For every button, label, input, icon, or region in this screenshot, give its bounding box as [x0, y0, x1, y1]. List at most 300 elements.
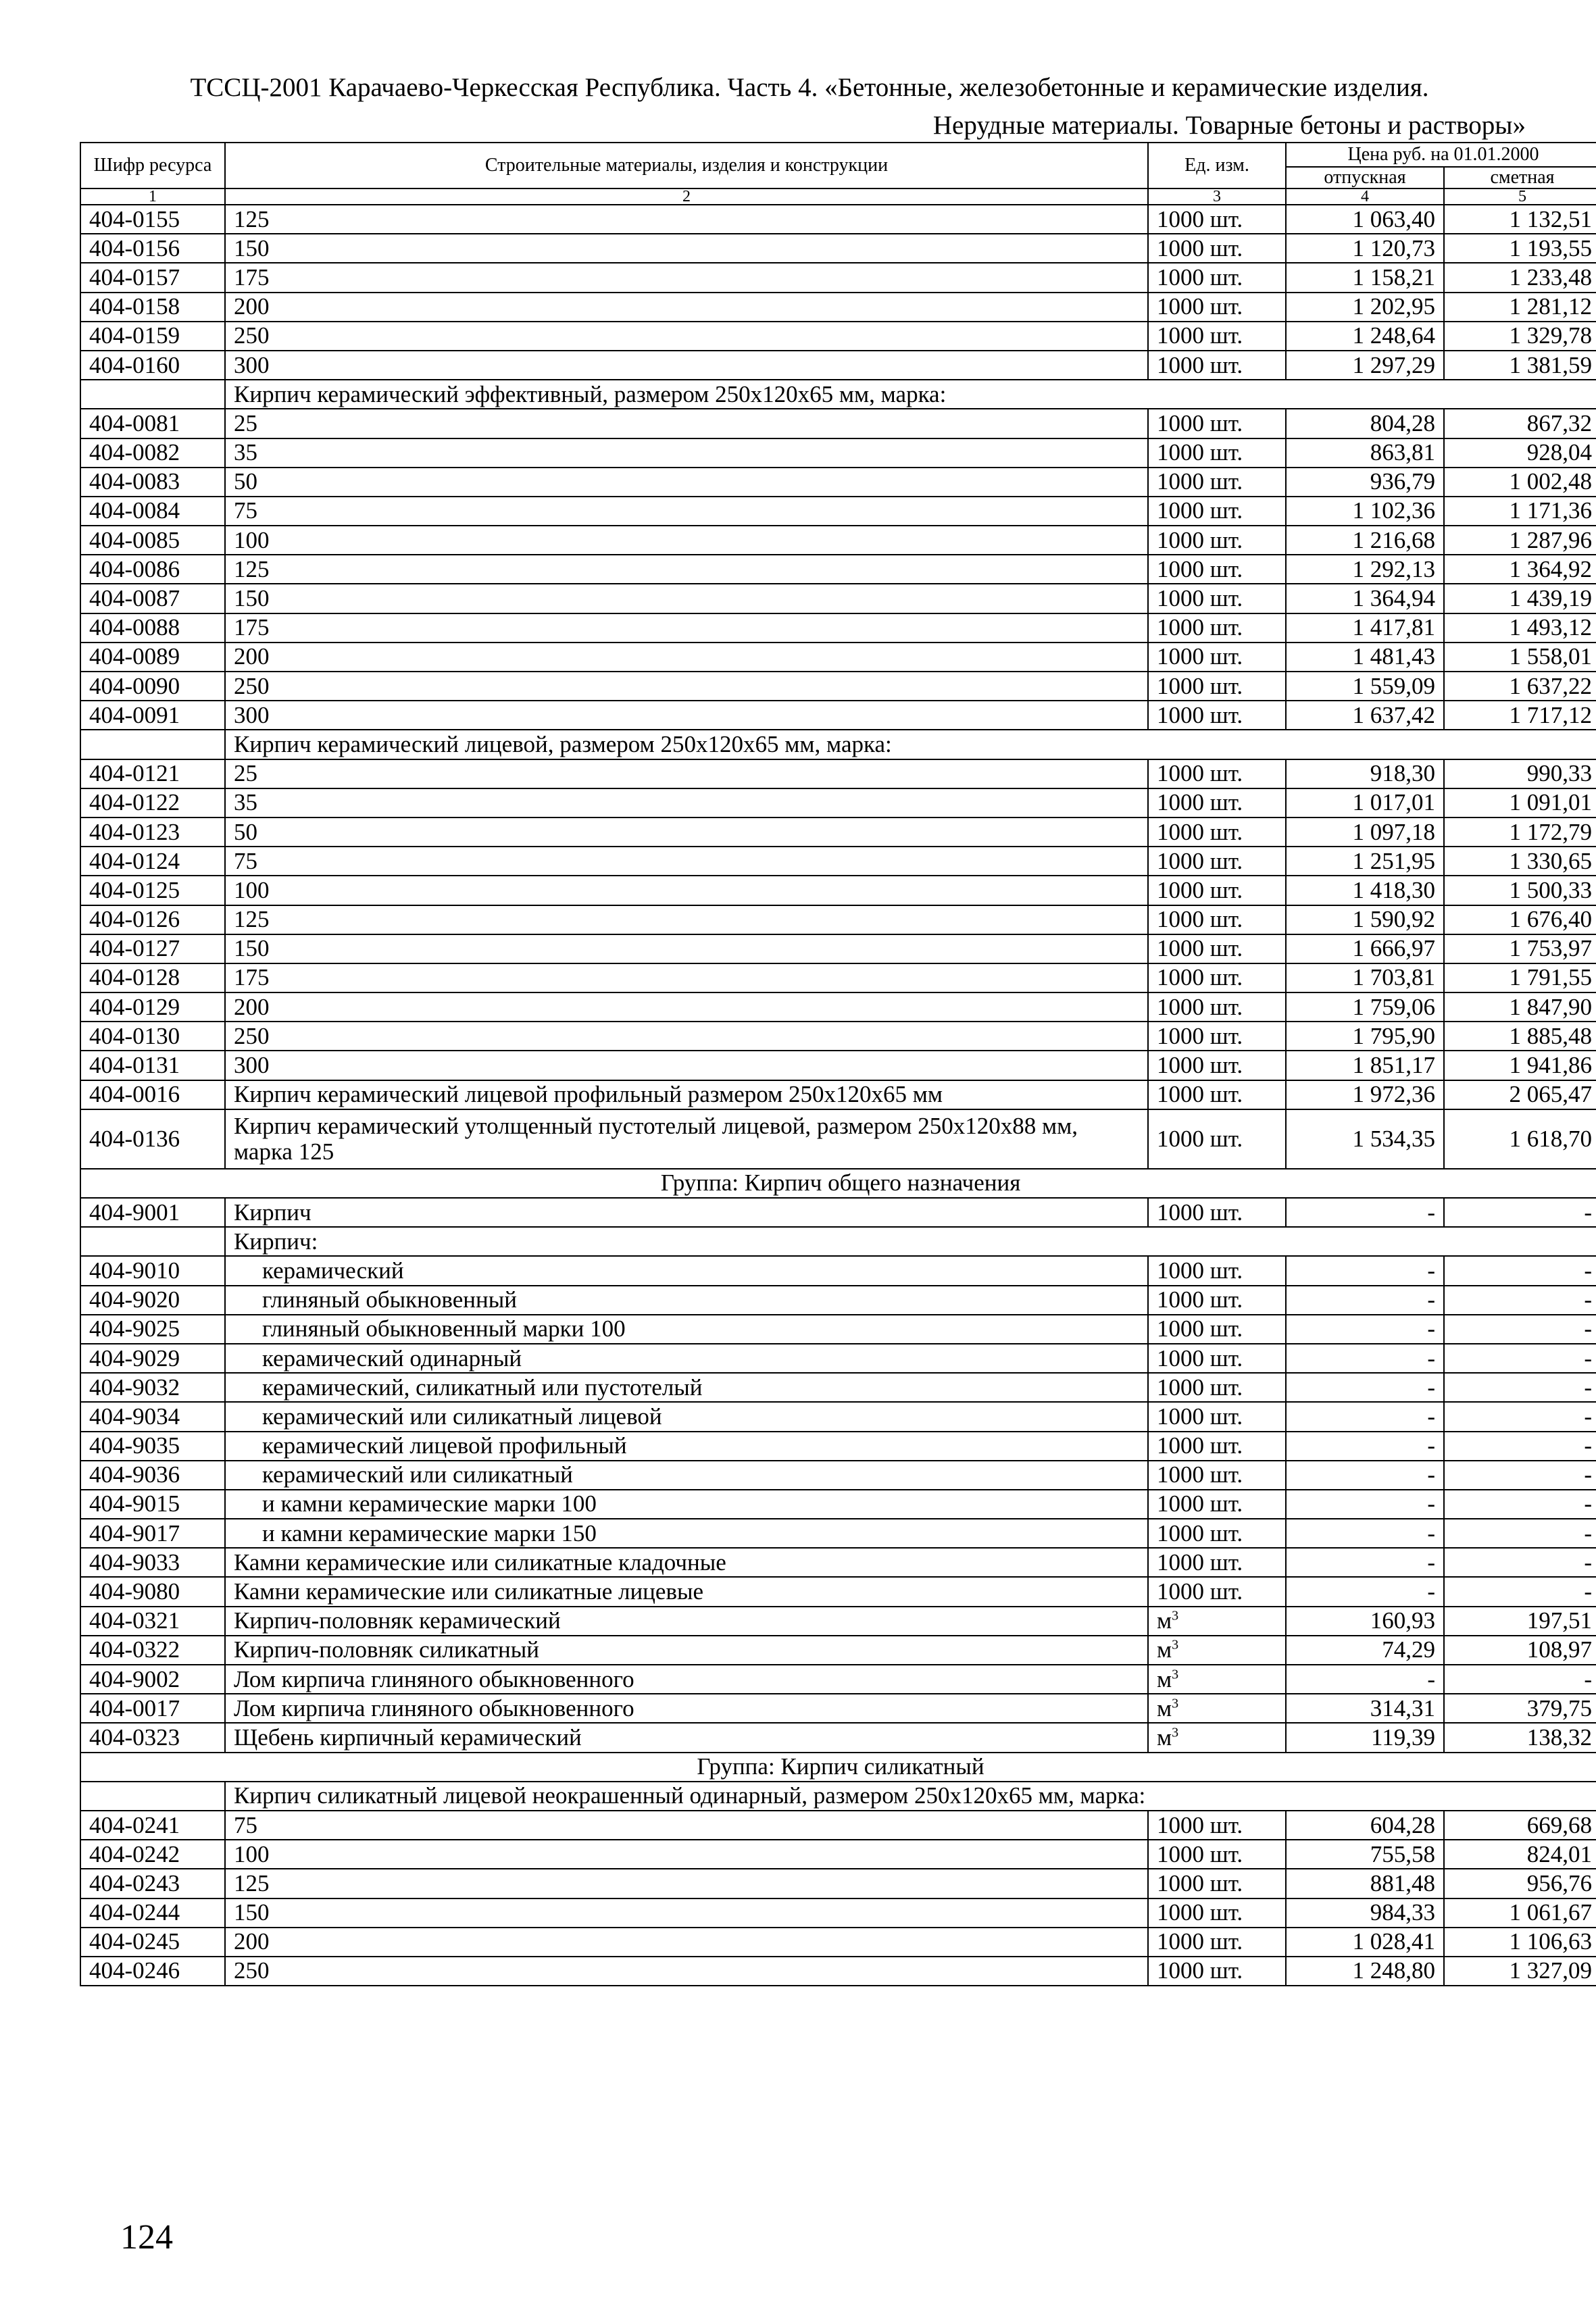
unit-of-measure: 1000 шт. [1148, 1811, 1286, 1840]
section-heading: Кирпич керамический эффективный, размером 250х120х65 мм, марка: [225, 380, 1596, 409]
material-name: глиняный обыкновенный марки 100 [225, 1315, 1148, 1344]
resource-code: 404-9080 [80, 1577, 225, 1606]
resource-code: 404-0322 [80, 1636, 225, 1665]
material-name: 200 [225, 643, 1148, 672]
material-name: Щебень кирпичный керамический [225, 1723, 1148, 1752]
release-price: 1 481,43 [1286, 643, 1444, 672]
estimate-price: 1 439,19 [1444, 584, 1596, 613]
estimate-price: 197,51 [1444, 1607, 1596, 1636]
resource-code: 404-9034 [80, 1402, 225, 1431]
unit-of-measure: 1000 шт. [1148, 1080, 1286, 1109]
unit-of-measure: 1000 шт. [1148, 643, 1286, 672]
col-header-code: Шифр ресурса [80, 143, 225, 188]
release-price: 1 759,06 [1286, 992, 1444, 1022]
release-price: - [1286, 1577, 1444, 1606]
resource-code: 404-0323 [80, 1723, 225, 1752]
unit-of-measure: 1000 шт. [1148, 234, 1286, 263]
table-row [80, 1577, 1596, 1606]
table-row [80, 613, 1596, 643]
resource-code: 404-0159 [80, 322, 225, 351]
resource-code: 404-9010 [80, 1256, 225, 1285]
release-price: 1 851,17 [1286, 1051, 1444, 1080]
unit-of-measure: 1000 шт. [1148, 1869, 1286, 1898]
col-header-price-group: Цена руб. на 01.01.2000 [1286, 143, 1596, 167]
release-price: - [1286, 1256, 1444, 1285]
release-price: 1 216,68 [1286, 526, 1444, 555]
resource-code: 404-0243 [80, 1869, 225, 1898]
table-row [80, 555, 1596, 584]
estimate-price: 1 193,55 [1444, 234, 1596, 263]
section-heading-row [80, 380, 1596, 409]
unit-of-measure: 1000 шт. [1148, 351, 1286, 380]
resource-code: 404-0085 [80, 526, 225, 555]
table-row [80, 1315, 1596, 1344]
estimate-price: 1 172,79 [1444, 818, 1596, 847]
material-name: 75 [225, 497, 1148, 526]
estimate-price: - [1444, 1286, 1596, 1315]
group-heading: Группа: Кирпич общего назначения [80, 1169, 1596, 1198]
resource-code: 404-9033 [80, 1548, 225, 1577]
unit-of-measure: 1000 шт. [1148, 905, 1286, 934]
estimate-price: 1 676,40 [1444, 905, 1596, 934]
table-row [80, 409, 1596, 438]
unit-of-measure: 1000 шт. [1148, 1051, 1286, 1080]
material-name: керамический [225, 1256, 1148, 1285]
material-name: 35 [225, 788, 1148, 818]
estimate-price: 108,97 [1444, 1636, 1596, 1665]
estimate-price: - [1444, 1461, 1596, 1490]
estimate-price: 1 327,09 [1444, 1957, 1596, 1986]
material-name: 100 [225, 526, 1148, 555]
unit-of-measure: 1000 шт. [1148, 1577, 1286, 1606]
release-price: 1 102,36 [1286, 497, 1444, 526]
estimate-price: - [1444, 1373, 1596, 1402]
resource-code: 404-0091 [80, 701, 225, 730]
unit-of-measure: 1000 шт. [1148, 322, 1286, 351]
unit-of-measure: 1000 шт. [1148, 1928, 1286, 1957]
table-row [80, 1432, 1596, 1461]
release-price: 918,30 [1286, 759, 1444, 788]
unit-of-measure [1148, 1607, 1286, 1636]
unit-base: м [1157, 1665, 1172, 1692]
table-row [80, 759, 1596, 788]
material-name: 250 [225, 1957, 1148, 1986]
material-name: 175 [225, 963, 1148, 992]
table-row [80, 1373, 1596, 1402]
estimate-price: 1 753,97 [1444, 934, 1596, 963]
release-price: 1 590,92 [1286, 905, 1444, 934]
release-price: - [1286, 1461, 1444, 1490]
resource-code: 404-0126 [80, 905, 225, 934]
unit-of-measure: 1000 шт. [1148, 1022, 1286, 1051]
estimate-price: 1 132,51 [1444, 205, 1596, 234]
page-number: 124 [120, 2218, 173, 2257]
release-price: 863,81 [1286, 438, 1444, 468]
material-name: 50 [225, 818, 1148, 847]
material-name: 175 [225, 263, 1148, 292]
material-name: 175 [225, 613, 1148, 643]
table-row [80, 876, 1596, 905]
material-name: 35 [225, 438, 1148, 468]
resource-code: 404-0157 [80, 263, 225, 292]
release-price: 1 703,81 [1286, 963, 1444, 992]
resource-code: 404-0244 [80, 1898, 225, 1928]
unit-of-measure: 1000 шт. [1148, 409, 1286, 438]
table-row [80, 1607, 1596, 1636]
release-price: 984,33 [1286, 1898, 1444, 1928]
estimate-price: 2 065,47 [1444, 1080, 1596, 1109]
material-name: 50 [225, 468, 1148, 497]
resource-code: 404-0131 [80, 1051, 225, 1080]
table-row [80, 1840, 1596, 1869]
table-row [80, 1665, 1596, 1694]
material-name: 150 [225, 234, 1148, 263]
release-price: - [1286, 1344, 1444, 1373]
table-row [80, 1256, 1596, 1285]
unit-of-measure: 1000 шт. [1148, 1109, 1286, 1169]
unit-of-measure: 1000 шт. [1148, 1519, 1286, 1548]
unit-of-measure [1148, 1723, 1286, 1752]
section-empty-cell [80, 1782, 225, 1811]
estimate-price: 1 637,22 [1444, 672, 1596, 701]
table-row [80, 584, 1596, 613]
estimate-price: 1 329,78 [1444, 322, 1596, 351]
unit-of-measure: 1000 шт. [1148, 876, 1286, 905]
table-row [80, 1461, 1596, 1490]
resource-code: 404-9032 [80, 1373, 225, 1402]
release-price: 314,31 [1286, 1694, 1444, 1723]
unit-of-measure: 1000 шт. [1148, 1402, 1286, 1431]
unit-of-measure: 1000 шт. [1148, 613, 1286, 643]
unit-of-measure: 1000 шт. [1148, 672, 1286, 701]
estimate-price: - [1444, 1519, 1596, 1548]
section-empty-cell [80, 1227, 225, 1256]
material-name: керамический одинарный [225, 1344, 1148, 1373]
estimate-price: - [1444, 1577, 1596, 1606]
release-price: - [1286, 1548, 1444, 1577]
col-header-name: Строительные материалы, изделия и конструкции [225, 143, 1148, 188]
unit-of-measure: 1000 шт. [1148, 526, 1286, 555]
resource-code: 404-9020 [80, 1286, 225, 1315]
unit-of-measure [1148, 1665, 1286, 1694]
unit-of-measure: 1000 шт. [1148, 1461, 1286, 1490]
resource-code: 404-0017 [80, 1694, 225, 1723]
resource-code: 404-0122 [80, 788, 225, 818]
table-row [80, 1811, 1596, 1840]
release-price: 1 097,18 [1286, 818, 1444, 847]
table-row [80, 1898, 1596, 1928]
header-line-2: Нерудные материалы. Товарные бетоны и растворы» [932, 111, 1526, 140]
resource-code: 404-0241 [80, 1811, 225, 1840]
table-row [80, 234, 1596, 263]
table-row [80, 1548, 1596, 1577]
release-price: - [1286, 1519, 1444, 1548]
unit-of-measure: 1000 шт. [1148, 1957, 1286, 1986]
release-price: 1 248,64 [1286, 322, 1444, 351]
group-heading-row [80, 1169, 1596, 1198]
estimate-price: - [1444, 1315, 1596, 1344]
unit-of-measure: 1000 шт. [1148, 1315, 1286, 1344]
unit-base: м [1157, 1636, 1172, 1663]
table-row [80, 963, 1596, 992]
section-heading-row [80, 1227, 1596, 1256]
unit-of-measure: 1000 шт. [1148, 934, 1286, 963]
estimate-price: 379,75 [1444, 1694, 1596, 1723]
estimate-price: 1 493,12 [1444, 613, 1596, 643]
resource-code: 404-0160 [80, 351, 225, 380]
material-name: 200 [225, 992, 1148, 1022]
table-row [80, 1928, 1596, 1957]
material-name: Кирпич-половняк керамический [225, 1607, 1148, 1636]
material-name: глиняный обыкновенный [225, 1286, 1148, 1315]
table-row [80, 905, 1596, 934]
table-row [80, 1109, 1596, 1169]
estimate-price: 1 106,63 [1444, 1928, 1596, 1957]
release-price: 1 795,90 [1286, 1022, 1444, 1051]
material-name: и камни керамические марки 150 [225, 1519, 1148, 1548]
col-header-estimate: сметная [1444, 167, 1596, 188]
unit-base: м [1157, 1724, 1172, 1751]
release-price: 755,58 [1286, 1840, 1444, 1869]
resource-code: 404-0158 [80, 293, 225, 322]
estimate-price: 867,32 [1444, 409, 1596, 438]
table-row [80, 701, 1596, 730]
release-price: 1 063,40 [1286, 205, 1444, 234]
col-number-4: 4 [1286, 188, 1444, 205]
release-price: - [1286, 1432, 1444, 1461]
unit-of-measure [1148, 1636, 1286, 1665]
resource-code: 404-9002 [80, 1665, 225, 1694]
material-name: 150 [225, 1898, 1148, 1928]
release-price: 74,29 [1286, 1636, 1444, 1665]
unit-of-measure: 1000 шт. [1148, 788, 1286, 818]
material-name: 250 [225, 1022, 1148, 1051]
resource-code: 404-0086 [80, 555, 225, 584]
unit-of-measure: 1000 шт. [1148, 205, 1286, 234]
resource-code: 404-9036 [80, 1461, 225, 1490]
estimate-price: - [1444, 1344, 1596, 1373]
table-row [80, 497, 1596, 526]
table-row [80, 1694, 1596, 1723]
unit-of-measure: 1000 шт. [1148, 992, 1286, 1022]
material-name: 300 [225, 351, 1148, 380]
unit-of-measure: 1000 шт. [1148, 1286, 1286, 1315]
release-price: 1 248,80 [1286, 1957, 1444, 1986]
unit-base: м [1157, 1694, 1172, 1721]
material-name: 300 [225, 701, 1148, 730]
resource-code: 404-0082 [80, 438, 225, 468]
table-row [80, 1022, 1596, 1051]
unit-exponent: 3 [1172, 1637, 1179, 1653]
material-name: 150 [225, 934, 1148, 963]
material-name: Кирпич [225, 1198, 1148, 1227]
unit-of-measure: 1000 шт. [1148, 555, 1286, 584]
col-number-3: 3 [1148, 188, 1286, 205]
release-price: 1 972,36 [1286, 1080, 1444, 1109]
estimate-price: 138,32 [1444, 1723, 1596, 1752]
resource-code: 404-0155 [80, 205, 225, 234]
table-row [80, 1957, 1596, 1986]
material-name: Кирпич керамический лицевой профильный размером 250х120х65 мм [225, 1080, 1148, 1109]
release-price: 1 364,94 [1286, 584, 1444, 613]
resource-code: 404-0136 [80, 1109, 225, 1169]
material-name: 250 [225, 322, 1148, 351]
unit-of-measure [1148, 1694, 1286, 1723]
estimate-price: 1 847,90 [1444, 992, 1596, 1022]
table-row [80, 322, 1596, 351]
estimate-price: 1 558,01 [1444, 643, 1596, 672]
material-name: Лом кирпича глиняного обыкновенного [225, 1665, 1148, 1694]
table-row [80, 643, 1596, 672]
estimate-price: 669,68 [1444, 1811, 1596, 1840]
estimate-price: 1 364,92 [1444, 555, 1596, 584]
release-price: 1 158,21 [1286, 263, 1444, 292]
col-header-unit: Ед. изм. [1148, 143, 1286, 188]
section-empty-cell [80, 380, 225, 409]
table-row [80, 1402, 1596, 1431]
estimate-price: 1 791,55 [1444, 963, 1596, 992]
estimate-price: - [1444, 1490, 1596, 1519]
table-header [80, 143, 1596, 205]
unit-of-measure: 1000 шт. [1148, 1898, 1286, 1928]
unit-of-measure: 1000 шт. [1148, 963, 1286, 992]
group-heading: Группа: Кирпич силикатный [80, 1753, 1596, 1782]
resource-code: 404-9015 [80, 1490, 225, 1519]
resource-code: 404-0090 [80, 672, 225, 701]
table-row [80, 1490, 1596, 1519]
material-name: 125 [225, 555, 1148, 584]
table-row [80, 293, 1596, 322]
material-name: Кирпич-половняк силикатный [225, 1636, 1148, 1665]
table-row [80, 1519, 1596, 1548]
table-row [80, 1869, 1596, 1898]
resource-code: 404-0124 [80, 847, 225, 876]
estimate-price: 990,33 [1444, 759, 1596, 788]
unit-of-measure: 1000 шт. [1148, 759, 1286, 788]
unit-of-measure: 1000 шт. [1148, 1256, 1286, 1285]
unit-of-measure: 1000 шт. [1148, 584, 1286, 613]
unit-of-measure: 1000 шт. [1148, 847, 1286, 876]
unit-of-measure: 1000 шт. [1148, 1373, 1286, 1402]
release-price: 1 297,29 [1286, 351, 1444, 380]
estimate-price: - [1444, 1198, 1596, 1227]
release-price: 1 559,09 [1286, 672, 1444, 701]
section-heading-row [80, 1782, 1596, 1811]
unit-exponent: 3 [1172, 1725, 1179, 1740]
estimate-price: 956,76 [1444, 1869, 1596, 1898]
section-heading: Кирпич: [225, 1227, 1596, 1256]
unit-of-measure: 1000 шт. [1148, 1344, 1286, 1373]
material-name: 200 [225, 293, 1148, 322]
resource-code: 404-0081 [80, 409, 225, 438]
release-price: 1 666,97 [1286, 934, 1444, 963]
estimate-price: 1 330,65 [1444, 847, 1596, 876]
material-name: 125 [225, 905, 1148, 934]
unit-of-measure: 1000 шт. [1148, 293, 1286, 322]
release-price: - [1286, 1315, 1444, 1344]
release-price: - [1286, 1373, 1444, 1402]
table-row [80, 1636, 1596, 1665]
table-body [80, 205, 1596, 1986]
material-name: 75 [225, 847, 1148, 876]
material-name: 300 [225, 1051, 1148, 1080]
resource-code: 404-0084 [80, 497, 225, 526]
resource-code: 404-9017 [80, 1519, 225, 1548]
resource-code: 404-0123 [80, 818, 225, 847]
unit-of-measure: 1000 шт. [1148, 468, 1286, 497]
table-row [80, 1723, 1596, 1752]
unit-of-measure: 1000 шт. [1148, 438, 1286, 468]
resource-code: 404-0128 [80, 963, 225, 992]
estimate-price: 1 885,48 [1444, 1022, 1596, 1051]
release-price: 604,28 [1286, 1811, 1444, 1840]
release-price: 881,48 [1286, 1869, 1444, 1898]
material-name: 125 [225, 1869, 1148, 1898]
price-table [80, 142, 1596, 1986]
resource-code: 404-0087 [80, 584, 225, 613]
release-price: 1 017,01 [1286, 788, 1444, 818]
col-header-release: отпускная [1286, 167, 1444, 188]
resource-code: 404-0245 [80, 1928, 225, 1957]
resource-code: 404-9035 [80, 1432, 225, 1461]
resource-code: 404-0083 [80, 468, 225, 497]
release-price: 1 534,35 [1286, 1109, 1444, 1169]
estimate-price: - [1444, 1256, 1596, 1285]
resource-code: 404-0016 [80, 1080, 225, 1109]
estimate-price: - [1444, 1548, 1596, 1577]
resource-code: 404-0129 [80, 992, 225, 1022]
table-row [80, 818, 1596, 847]
material-name: 25 [225, 409, 1148, 438]
estimate-price: 1 618,70 [1444, 1109, 1596, 1169]
release-price: - [1286, 1490, 1444, 1519]
col-number-5: 5 [1444, 188, 1596, 205]
estimate-price: 1 500,33 [1444, 876, 1596, 905]
section-heading: Кирпич силикатный лицевой неокрашенный одинарный, размером 250х120х65 мм, марка: [225, 1782, 1596, 1811]
material-name: 100 [225, 1840, 1148, 1869]
estimate-price: 1 002,48 [1444, 468, 1596, 497]
unit-exponent: 3 [1172, 1696, 1179, 1711]
unit-exponent: 3 [1172, 1666, 1179, 1682]
estimate-price: 1 171,36 [1444, 497, 1596, 526]
table-row [80, 351, 1596, 380]
table-row [80, 934, 1596, 963]
material-name: 200 [225, 1928, 1148, 1957]
estimate-price: - [1444, 1432, 1596, 1461]
col-number-2: 2 [225, 188, 1148, 205]
estimate-price: 928,04 [1444, 438, 1596, 468]
resource-code: 404-0127 [80, 934, 225, 963]
release-price: 1 417,81 [1286, 613, 1444, 643]
unit-of-measure: 1000 шт. [1148, 497, 1286, 526]
unit-of-measure: 1000 шт. [1148, 1432, 1286, 1461]
table-row [80, 526, 1596, 555]
material-name: керамический или силикатный [225, 1461, 1148, 1490]
table-row [80, 205, 1596, 234]
table-row [80, 847, 1596, 876]
release-price: 160,93 [1286, 1607, 1444, 1636]
table-row [80, 672, 1596, 701]
material-name: 150 [225, 584, 1148, 613]
unit-base: м [1157, 1607, 1172, 1634]
release-price: 119,39 [1286, 1723, 1444, 1752]
table-row [80, 1051, 1596, 1080]
release-price: - [1286, 1286, 1444, 1315]
release-price: 936,79 [1286, 468, 1444, 497]
release-price: 1 202,95 [1286, 293, 1444, 322]
table-row [80, 438, 1596, 468]
unit-of-measure: 1000 шт. [1148, 1490, 1286, 1519]
